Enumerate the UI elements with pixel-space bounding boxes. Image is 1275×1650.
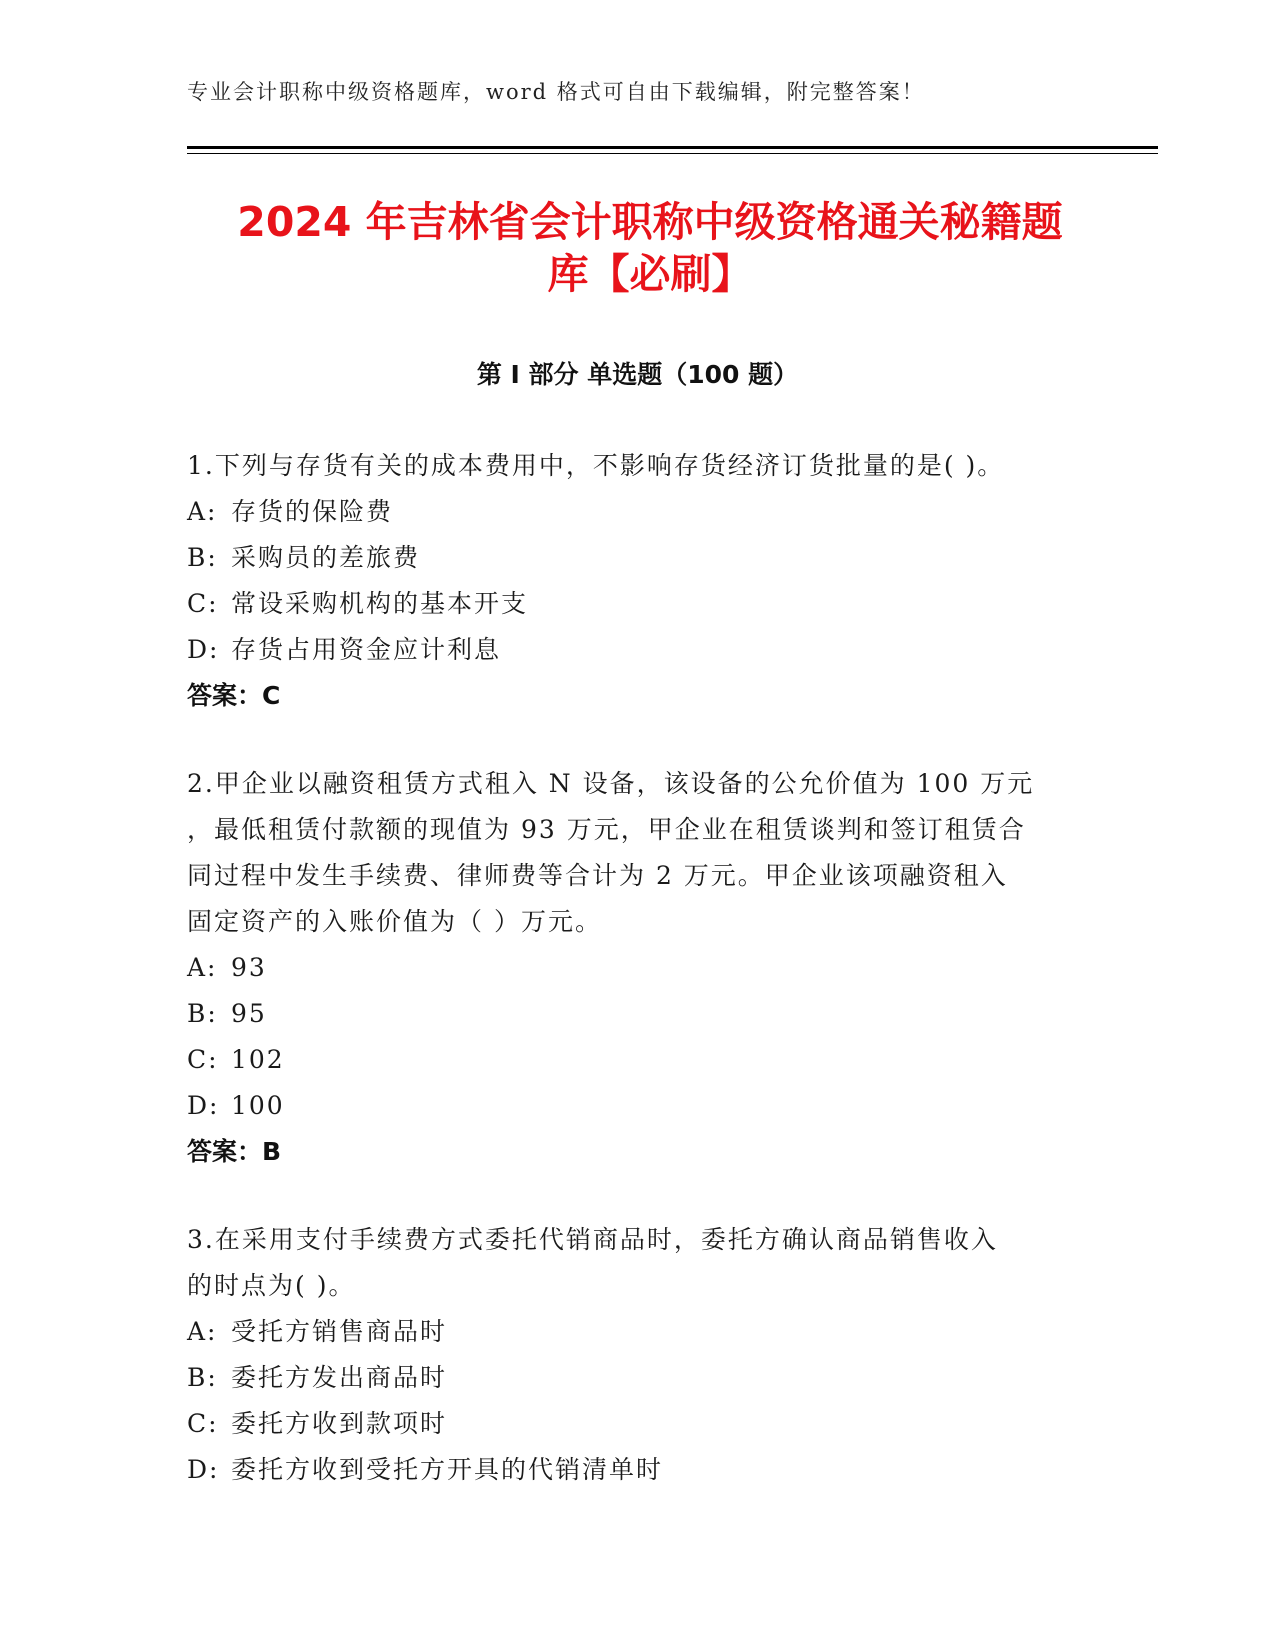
option-text: 采购员的差旅费 xyxy=(231,543,421,572)
document-title-line-2: 库【必刷】 xyxy=(547,250,753,298)
option-key: B: xyxy=(187,543,218,572)
option-a xyxy=(187,1309,1087,1355)
option-text: 95 xyxy=(231,999,267,1028)
option-text: 委托方收到受托方开具的代销清单时 xyxy=(231,1455,664,1484)
option-text: 委托方发出商品时 xyxy=(231,1363,448,1392)
option-key: C: xyxy=(187,1409,219,1438)
option-key: B: xyxy=(187,999,218,1028)
document-title-line-1: 2024 年吉林省会计职称中级资格通关秘籍题 xyxy=(237,198,1063,246)
question-list xyxy=(187,443,1087,1535)
option-b xyxy=(187,1355,1087,1401)
option-key: D: xyxy=(187,1091,220,1120)
option-a xyxy=(187,945,1087,991)
option-key: D: xyxy=(187,1455,220,1484)
header-divider-thick xyxy=(187,146,1158,149)
header-note: 专业会计职称中级资格题库，word 格式可自由下载编辑，附完整答案！ xyxy=(187,80,925,104)
option-key: D: xyxy=(187,635,220,664)
option-text: 存货占用资金应计利息 xyxy=(231,635,502,664)
option-b xyxy=(187,535,1087,581)
option-a xyxy=(187,489,1087,535)
answer-label: 答案：B xyxy=(187,1137,282,1166)
option-c xyxy=(187,581,1087,627)
question-1 xyxy=(187,443,1087,719)
question-stem-line: 3.在采用支付手续费方式委托代销商品时，委托方确认商品销售收入 xyxy=(187,1225,998,1254)
option-key: A: xyxy=(187,1317,218,1346)
question-3 xyxy=(187,1217,1087,1493)
document-title xyxy=(150,196,1150,300)
question-2 xyxy=(187,761,1087,1175)
option-d xyxy=(187,1083,1087,1129)
section-heading: 第 I 部分 单选题（100 题） xyxy=(476,360,799,389)
option-text: 受托方销售商品时 xyxy=(231,1317,448,1346)
question-stem-line: ，最低租赁付款额的现值为 93 万元，甲企业在租赁谈判和签订租赁合 xyxy=(187,815,1026,844)
option-c xyxy=(187,1037,1087,1083)
option-text: 常设采购机构的基本开支 xyxy=(231,589,529,618)
question-stem-line: 2.甲企业以融资租赁方式租入 N 设备，该设备的公允价值为 100 万元 xyxy=(187,769,1035,798)
option-key: C: xyxy=(187,1045,219,1074)
option-text: 存货的保险费 xyxy=(231,497,394,526)
option-text: 委托方收到款项时 xyxy=(231,1409,448,1438)
option-key: C: xyxy=(187,589,219,618)
option-key: A: xyxy=(187,953,218,982)
option-text: 100 xyxy=(231,1091,285,1120)
option-text: 102 xyxy=(231,1045,285,1074)
option-c xyxy=(187,1401,1087,1447)
answer-label: 答案：C xyxy=(187,681,281,710)
header-divider-thin xyxy=(187,153,1158,154)
option-d xyxy=(187,627,1087,673)
option-text: 93 xyxy=(231,953,267,982)
question-stem: 1.下列与存货有关的成本费用中，不影响存货经济订货批量的是( )。 xyxy=(187,451,1005,480)
option-key: A: xyxy=(187,497,218,526)
option-d xyxy=(187,1447,1087,1493)
question-stem-line: 固定资产的入账价值为（ ）万元。 xyxy=(187,907,602,936)
question-stem-line: 同过程中发生手续费、律师费等合计为 2 万元。甲企业该项融资租入 xyxy=(187,861,1008,890)
option-key: B: xyxy=(187,1363,218,1392)
question-stem-line: 的时点为( )。 xyxy=(187,1271,356,1300)
option-b xyxy=(187,991,1087,1037)
